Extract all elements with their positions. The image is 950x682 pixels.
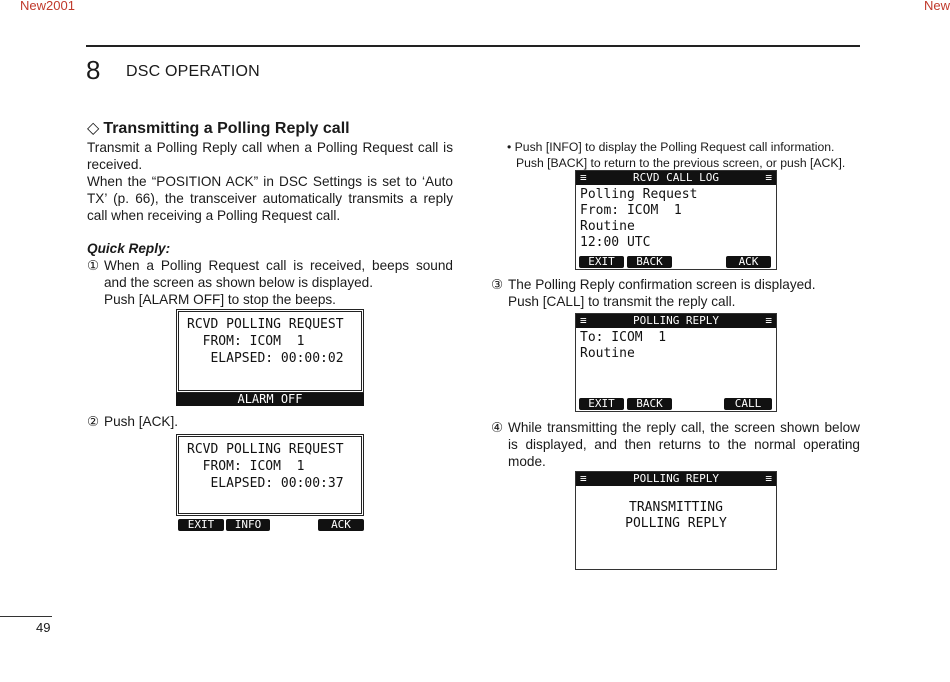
menu-icon: ≡ xyxy=(765,472,772,485)
lcd-text: RCVD POLLING REQUEST FROM: ICOM 1 ELAPSED: 00:00:37 xyxy=(187,442,344,491)
menu-icon: ≡ xyxy=(580,472,587,485)
lcd-text: Polling Request From: ICOM 1 Routine 12:00 UTC xyxy=(580,187,698,250)
info-softkey[interactable]: INFO xyxy=(226,519,270,531)
exit-softkey[interactable]: EXIT xyxy=(579,256,624,268)
quick-reply-heading: Quick Reply: xyxy=(87,241,171,256)
ack-softkey[interactable]: ACK xyxy=(726,256,771,268)
back-softkey[interactable]: BACK xyxy=(627,398,672,410)
step-text: Push [CALL] to transmit the reply call. xyxy=(508,294,736,309)
step-1 xyxy=(87,257,453,308)
step-text: The Polling Reply confirmation screen is displayed. xyxy=(508,277,816,292)
lcd-screen-alarm xyxy=(168,309,371,407)
step-text: Push [ALARM OFF] to stop the beeps. xyxy=(104,292,336,307)
step-number: ② xyxy=(87,414,100,429)
lcd-text: TRANSMITTING POLLING REPLY xyxy=(625,500,727,531)
footer-rule xyxy=(0,616,52,617)
step-text: Push [ACK]. xyxy=(104,414,179,429)
chapter-title: DSC OPERATION xyxy=(126,63,260,80)
menu-icon: ≡ xyxy=(580,314,587,327)
corner-label-left: New2001 xyxy=(20,0,75,13)
corner-label-right: New xyxy=(923,0,950,13)
lcd-screen-polling-request xyxy=(168,434,371,532)
ack-softkey[interactable]: ACK xyxy=(318,519,364,531)
step-3 xyxy=(491,276,860,310)
left-column xyxy=(87,120,453,308)
step-2 xyxy=(87,413,453,430)
lcd-frame xyxy=(176,309,364,393)
lcd-text: RCVD POLLING REQUEST FROM: ICOM 1 ELAPSED: 00:00:02 xyxy=(187,317,344,366)
alarm-off-softkey[interactable]: ALARM OFF xyxy=(176,393,364,406)
step-text: When a Polling Request call is received, beeps sound and the screen as shown below is displayed. xyxy=(104,258,453,290)
lcd-screen-polling-reply xyxy=(575,313,777,412)
menu-icon: ≡ xyxy=(765,314,772,327)
lcd-titlebar: ≡ RCVD CALL LOG ≡ xyxy=(576,171,776,185)
exit-softkey[interactable]: EXIT xyxy=(178,519,224,531)
step-4 xyxy=(491,419,860,470)
info-bullet: • Push [INFO] to display the Polling Request call information. Push [BACK] to return to the previous screen, or push [ACK]. xyxy=(507,139,860,171)
lcd-text: To: ICOM 1 Routine xyxy=(580,330,667,361)
back-softkey[interactable]: BACK xyxy=(627,256,672,268)
header-rule xyxy=(86,45,860,47)
section-heading: ◇ Transmitting a Polling Reply call xyxy=(87,120,350,137)
diamond-icon: ◇ xyxy=(87,120,100,137)
bullet-mark: • xyxy=(507,140,512,154)
lcd-screen-call-log xyxy=(575,170,777,270)
menu-icon: ≡ xyxy=(765,171,772,184)
step-number: ③ xyxy=(491,277,504,292)
step-number: ① xyxy=(87,258,100,273)
bullet-line: Push [BACK] to return to the previous screen, or push [ACK]. xyxy=(516,156,846,170)
lcd-screen-transmitting xyxy=(575,471,777,570)
intro-paragraph-1: Transmit a Polling Reply call when a Polling Request call is received. xyxy=(87,140,453,172)
exit-softkey[interactable]: EXIT xyxy=(579,398,624,410)
call-softkey[interactable]: CALL xyxy=(724,398,772,410)
step-number: ④ xyxy=(491,420,504,435)
chapter-number: 8 xyxy=(86,55,101,85)
menu-icon: ≡ xyxy=(580,171,587,184)
page-number: 49 xyxy=(36,620,51,635)
lcd-titlebar: ≡ POLLING REPLY ≡ xyxy=(576,314,776,328)
right-column xyxy=(491,139,860,171)
lcd-frame xyxy=(176,434,364,516)
intro-paragraph-2: When the “POSITION ACK” in DSC Settings is set to ‘Auto TX’ (p. 66), the transceiver automatically transmits a reply call when receiving a Polling Request call. xyxy=(87,174,453,223)
step-text: While transmitting the reply call, the screen shown below is displayed, and then returns to the normal operating mode. xyxy=(508,420,860,469)
lcd-titlebar: ≡ POLLING REPLY ≡ xyxy=(576,472,776,486)
